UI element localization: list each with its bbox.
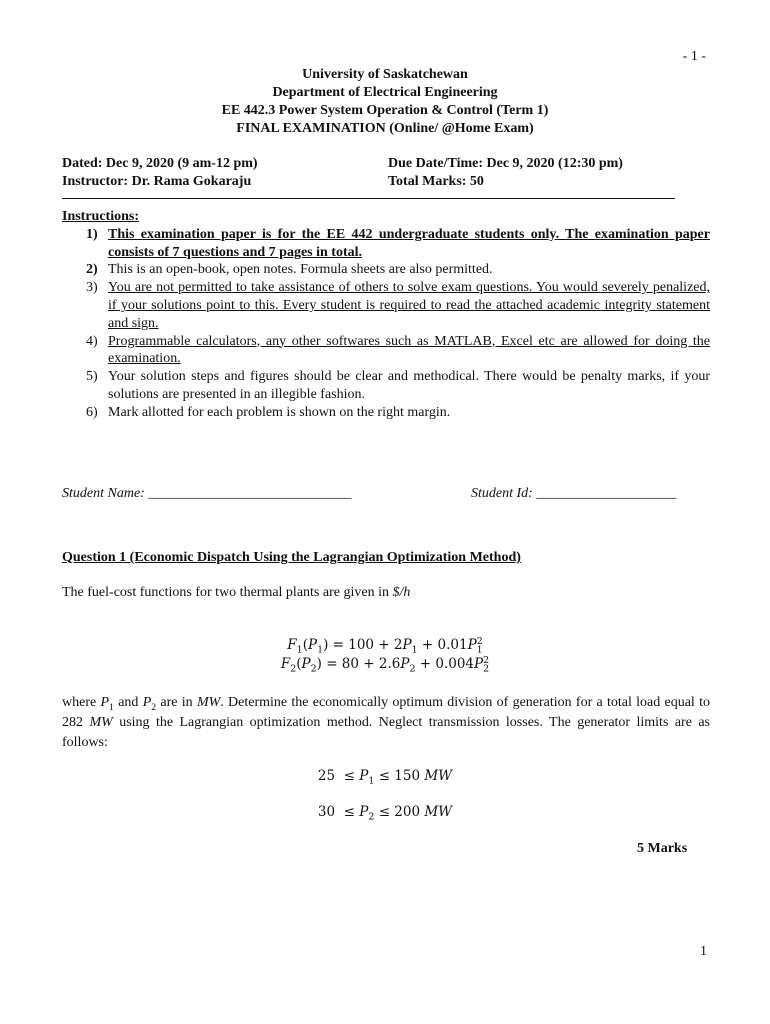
- instruction-item: 5) Your solution steps and figures should be clear and methodical. There would be penalty marks, if your solutions are presented in an illegible fashion.: [86, 369, 710, 402]
- due-date: Due Date/Time: Dec 9, 2020 (12:30 pm): [388, 156, 623, 171]
- total-marks: Total Marks: 50: [388, 174, 484, 189]
- limit-p1: $25 \le P_1 \le 150$ MW: [317, 768, 453, 787]
- page-marker: - 1 -: [682, 49, 706, 64]
- question1-body: where $P_1$ and $P_2$ are in MW. Determine the economically optimum division of generation for a total load equal to 282 MW using the Lagrangian optimization method. Neglect transmission losses. The generator limits are as follows:: [62, 695, 710, 750]
- instruction-item: 1) This examination paper is for the EE 442 undergraduate students only. The examination paper consists of 7 questions and 7 pages in total.: [86, 226, 710, 260]
- question1-title: Question 1 (Economic Dispatch Using the Lagrangian Optimization Method): [62, 550, 521, 565]
- department-name: Department of Electrical Engineering: [272, 85, 498, 100]
- question1-marks: 5 Marks: [637, 841, 688, 856]
- header-divider: [62, 198, 675, 199]
- course-title: EE 442.3 Power System Operation & Control (Term 1): [221, 103, 549, 118]
- student-name-field[interactable]: Student Name: _____________________________: [62, 486, 352, 501]
- instructions-section: [62, 208, 710, 422]
- exam-date: Dated: Dec 9, 2020 (9 am-12 pm): [62, 156, 258, 171]
- instruction-item: 4) Programmable calculators, any other softwares such as MATLAB, Excel etc are allowed for doing the examination.: [86, 333, 710, 367]
- instruction-item: 2) This is an open-book, open notes. Formula sheets are also permitted.: [86, 262, 493, 278]
- cost-equation-1: $F_1(P_1) = 100 + 2P_1 + 0.01P_1^2$: [287, 635, 483, 656]
- instruction-item: 3) You are not permitted to take assistance of others to solve exam questions. You would severely penalized, if your solutions point to this. Every student is required to read the attached academic integrity statement and sign.: [86, 280, 710, 331]
- university-name: University of Saskatchewan: [302, 67, 468, 82]
- cost-equation-2: $F_2(P_2) = 80 + 2.6P_2 + 0.004P_2^2$: [280, 654, 490, 675]
- question1-intro: The fuel-cost functions for two thermal plants are given in $/h: [62, 585, 411, 600]
- instruction-item: 6) Mark allotted for each problem is shown on the right margin.: [86, 404, 451, 420]
- exam-title: FINAL EXAMINATION (Online/ @Home Exam): [236, 121, 534, 136]
- student-id-field[interactable]: Student Id: ____________________: [471, 486, 677, 501]
- instructions-title: Instructions:: [62, 209, 140, 224]
- page-number: 1: [700, 944, 707, 959]
- limit-p2: $30 \le P_2 \le 200$ MW: [317, 804, 453, 823]
- instructor: Instructor: Dr. Rama Gokaraju: [62, 174, 252, 189]
- instructions-list: [62, 226, 710, 422]
